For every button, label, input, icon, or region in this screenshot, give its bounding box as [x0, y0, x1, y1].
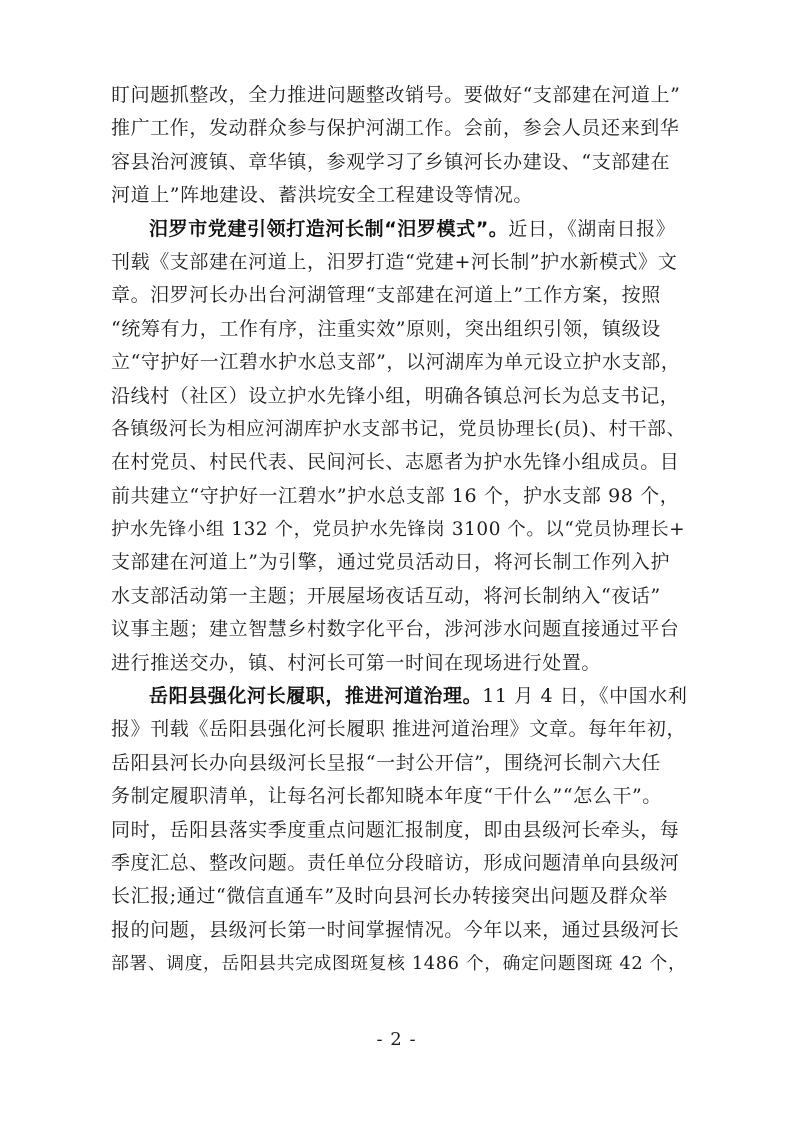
paragraph-2-line-4: “统筹有力，工作有序，注重实效”原则，突出组织引领，镇级设	[111, 317, 661, 340]
paragraph-3-first-line-rest: 11 月 4 日，《中国水利	[482, 685, 688, 708]
paragraph-2-line-5: 立“守护好一江碧水护水总支部”，以河湖库为单元设立护水支部，	[111, 351, 681, 374]
paragraph-2-line-12: 水支部活动第一主题；开展屋场夜话互动，将河长制纳入“夜话”	[111, 584, 661, 607]
paragraph-1-line-2: 推广工作，发动群众参与保护河湖工作。会前，参会人员还来到华	[111, 117, 680, 140]
paragraph-2-line-13: 议事主题；建立智慧乡村数字化平台，涉河涉水问题直接通过平台	[111, 618, 680, 641]
paragraph-3-line-1	[111, 680, 691, 713]
paragraph-2-line-11: 支部建在河道上”为引擎，通过党员活动日，将河长制工作列入护	[111, 551, 671, 574]
paragraph-3-line-6: 季度汇总、整改问题。责任单位分段暗访，形成问题清单向县级河	[111, 851, 680, 874]
body-text	[111, 79, 691, 981]
paragraph-2-line-2: 刊载《支部建在河道上，汨罗打造“党建+河长制”护水新模式》文	[111, 250, 678, 273]
paragraph-2-line-1	[111, 213, 691, 246]
paragraph-2-first-line-rest: 近日，《湖南日报》	[508, 217, 676, 240]
paragraph-2-line-8: 在村党员、村民代表、民间河长、志愿者为护水先锋小组成员。目	[111, 451, 680, 474]
paragraph-1-line-4: 河道上”阵地建设、蓄洪垸安全工程建设等情况。	[111, 184, 533, 207]
paragraph-3-line-2: 报》刊载《岳阳县强化河长履职 推进河道治理》文章。每年年初，	[111, 718, 687, 741]
paragraph-2-line-14: 进行推送交办，镇、村河长可第一时间在现场进行处置。	[111, 651, 602, 674]
paragraph-3-line-8: 报的问题，县级河长第一时间掌握情况。今年以来，通过县级河长	[111, 918, 680, 941]
paragraph-3-line-3: 岳阳县河长办向县级河长呈报“一封公开信”，围绕河长制六大任	[111, 751, 661, 774]
paragraph-3-lead-heading: 岳阳县强化河长履职，推进河道治理。	[149, 685, 483, 708]
paragraph-1-line-3: 容县治河渡镇、章华镇，参观学习了乡镇河长办建设、“支部建在	[111, 150, 671, 173]
paragraph-2-line-6: 沿线村（社区）设立护水先锋小组，明确各镇总河长为总支书记，	[111, 384, 680, 407]
paragraph-3-line-9: 部署、调度，岳阳县共完成图斑复核 1486 个，确定问题图斑 42 个，	[111, 953, 687, 975]
paragraph-2-line-3: 章。汨罗河长办出台河湖管理“支部建在河道上”工作方案，按照	[111, 284, 661, 307]
paragraph-3-line-5: 同时，岳阳县落实季度重点问题汇报制度，即由县级河长牵头，每	[111, 818, 680, 841]
paragraph-2-line-10: 护水先锋小组 132 个，党员护水先锋岗 3100 个。以“党员协理长+	[111, 519, 686, 541]
paragraph-2-line-9: 前共建立“守护好一江碧水”护水总支部 16 个，护水支部 98 个，	[111, 484, 680, 507]
paragraph-2-line-7: 各镇级河长为相应河湖库护水支部书记，党员协理长(员)、村干部、	[111, 418, 686, 440]
paragraph-3-line-7: 长汇报;通过“微信直通车”及时向县河长办转接突出问题及群众举	[111, 885, 668, 908]
paragraph-3-line-4: 务制定履职清单，让每名河长都知晓本年度“干什么”“怎么干”。	[111, 785, 662, 808]
paragraph-1-line-1: 盯问题抓整改，全力推进问题整改销号。要做好“支部建在河道上”	[111, 84, 681, 106]
page-number: - 2 -	[376, 1029, 417, 1050]
paragraph-2-lead-heading: 汨罗市党建引领打造河长制“汨罗模式”。	[149, 217, 509, 240]
